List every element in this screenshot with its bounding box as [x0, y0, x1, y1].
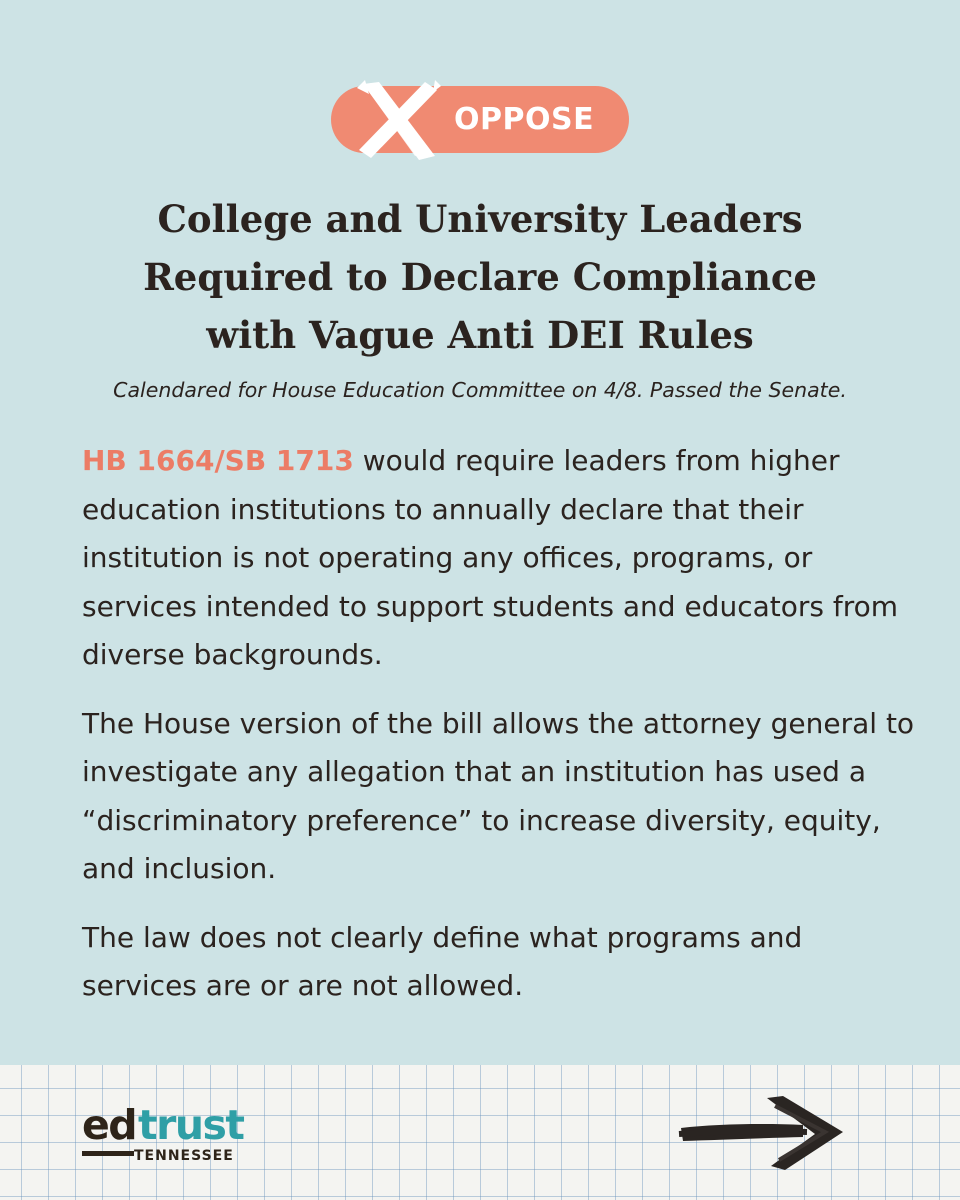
logo-ed: ed [82, 1101, 137, 1149]
title-line-3: with Vague Anti DEI Rules [206, 313, 754, 357]
right-arrow-icon[interactable] [675, 1090, 850, 1175]
paragraph-1-text: would require leaders from higher education institutions to annually declare that their institution is not operating any offices, programs, or services intended to support students and educators from diverse backgrounds. [82, 444, 899, 671]
bill-number: HB 1664/SB 1713 [82, 444, 354, 477]
logo-underline [82, 1151, 134, 1156]
title-line-1: College and University Leaders [157, 197, 803, 241]
paragraph-1 [82, 437, 922, 680]
page-title [40, 190, 920, 364]
edtrust-tennessee-logo [82, 1101, 252, 1168]
oppose-label: OPPOSE [454, 102, 595, 137]
oppose-badge [331, 86, 629, 153]
logo-tagline: TENNESSEE [134, 1148, 234, 1164]
logo-trust: trust [138, 1101, 244, 1149]
bill-description [82, 437, 922, 1011]
title-line-2: Required to Declare Compliance [143, 255, 817, 299]
paragraph-2: The House version of the bill allows the attorney general to investigate any allegation that an institution has used a “discriminatory preference” to increase diversity, equity, and inclusion. [82, 706, 915, 885]
bill-status: Calendared for House Education Committee on 4/8. Passed the Senate. [113, 378, 847, 402]
x-mark-icon [349, 72, 445, 168]
paragraph-3: The law does not clearly define what programs and services are or are not allowed. [82, 920, 803, 1002]
